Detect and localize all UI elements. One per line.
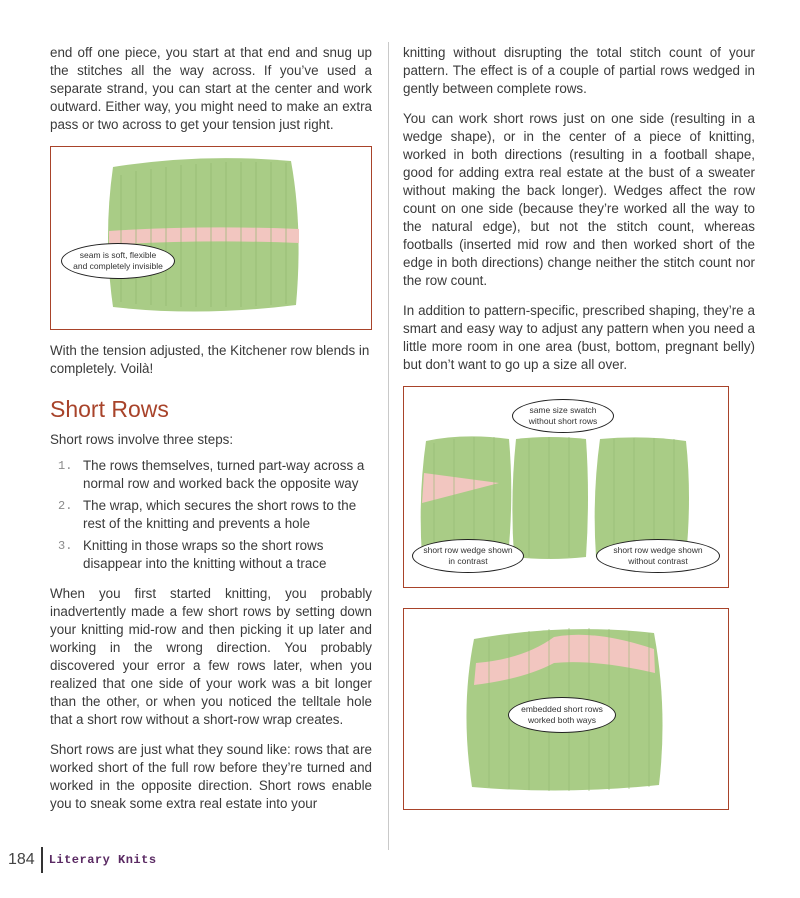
embedded-callout-text: embedded short rows worked both ways [521, 704, 603, 725]
step-text: The rows themselves, turned part-way across a normal row and worked back the opposite way [83, 458, 365, 491]
wedge-contrast-callout [412, 539, 524, 573]
book-title: Literary Knits [48, 853, 157, 867]
list-item [50, 537, 372, 573]
paragraph-short-rows: Short rows are just what they sound like: rows that are worked short of the full row before they’re turned and worked in the opposite direction. Short rows enable you to sneak some extra real estate into your [50, 742, 372, 811]
same-size-swatch-callout [512, 399, 614, 433]
kitchener-swatch-photo [50, 146, 372, 330]
paragraph-tension: With the tension adjusted, the Kitchener row blends in completely. Voilà! [50, 343, 370, 376]
embedded-short-rows-callout [508, 697, 616, 733]
paragraph-addition: In addition to pattern-specific, prescribed shaping, they’re a smart and easy way to adjust any pattern when you need a little more room in one area (bust, bottom, pregnant belly) but don’t want to go up a size all over. [403, 303, 755, 372]
step-text: The wrap, which secures the short rows to the rest of the knitting and prevents a hole [83, 498, 357, 531]
step-text: Knitting in those wraps so the short rows disappear into the knitting without a trace [83, 538, 327, 571]
paragraph-intro: end off one piece, you start at that end and snug up the stitches all the way across. If you’ve used a separate strand, you can start at the center and work outward. Either way, you might need to make an extra pass or two across to get your tension just right. [50, 45, 372, 132]
page-number: 184 [8, 851, 35, 868]
paragraph-first-knitting: When you first started knitting, you probably inadvertently made a few short rows by setting down your knitting mid-row and then picking it up later and working in the wrong direction. You probably discovered your error a few rows later, when you realized that one side of your work was a bit longer than the other, or when you noticed the telltale hole that a short row without a short-row wrap creates. [50, 586, 372, 727]
wedge-no-contrast-callout-text: short row wedge shown without contrast [613, 545, 703, 566]
footer-divider [41, 847, 43, 873]
left-column [50, 44, 372, 825]
kitchener-swatch-image [51, 147, 370, 328]
wedge-contrast-callout-text: short row wedge shown in contrast [423, 545, 513, 566]
right-column [403, 44, 755, 810]
seam-callout-text: seam is soft, flexible and completely invisible [73, 250, 163, 271]
column-divider [388, 42, 389, 850]
steps-intro: Short rows involve three steps: [50, 432, 234, 447]
step-number: 2. [58, 499, 73, 513]
paragraph-wedges: You can work short rows just on one side (resulting in a wedge shape), or in the center of a piece of knitting, worked in both directions (resulting in a football shape, good for adding extra real estate at the bust of a sweater without making the back longer). Wedges affect the row count on one side (because they’re worked all the way to the natural edge), but not the stitch count, whereas footballs (inserted mid row and then worked short of the edge in both directions) change neither the stitch count nor the row count. [403, 111, 755, 288]
list-item [50, 497, 372, 533]
list-item [50, 457, 372, 493]
step-number: 1. [58, 459, 73, 473]
section-heading: Short Rows [50, 396, 169, 422]
wedge-no-contrast-callout [596, 539, 720, 573]
steps-list [50, 457, 372, 573]
short-row-swatches-photo [403, 386, 729, 588]
seam-callout [61, 243, 175, 279]
step-number: 3. [58, 539, 73, 553]
same-size-callout-text: same size swatch without short rows [528, 405, 598, 426]
paragraph-continued: knitting without disrupting the total stitch count of your pattern. The effect is of a couple of partial rows wedged in gently between complete rows. [403, 45, 755, 96]
embedded-short-rows-photo [403, 608, 729, 810]
page-footer [8, 847, 157, 873]
